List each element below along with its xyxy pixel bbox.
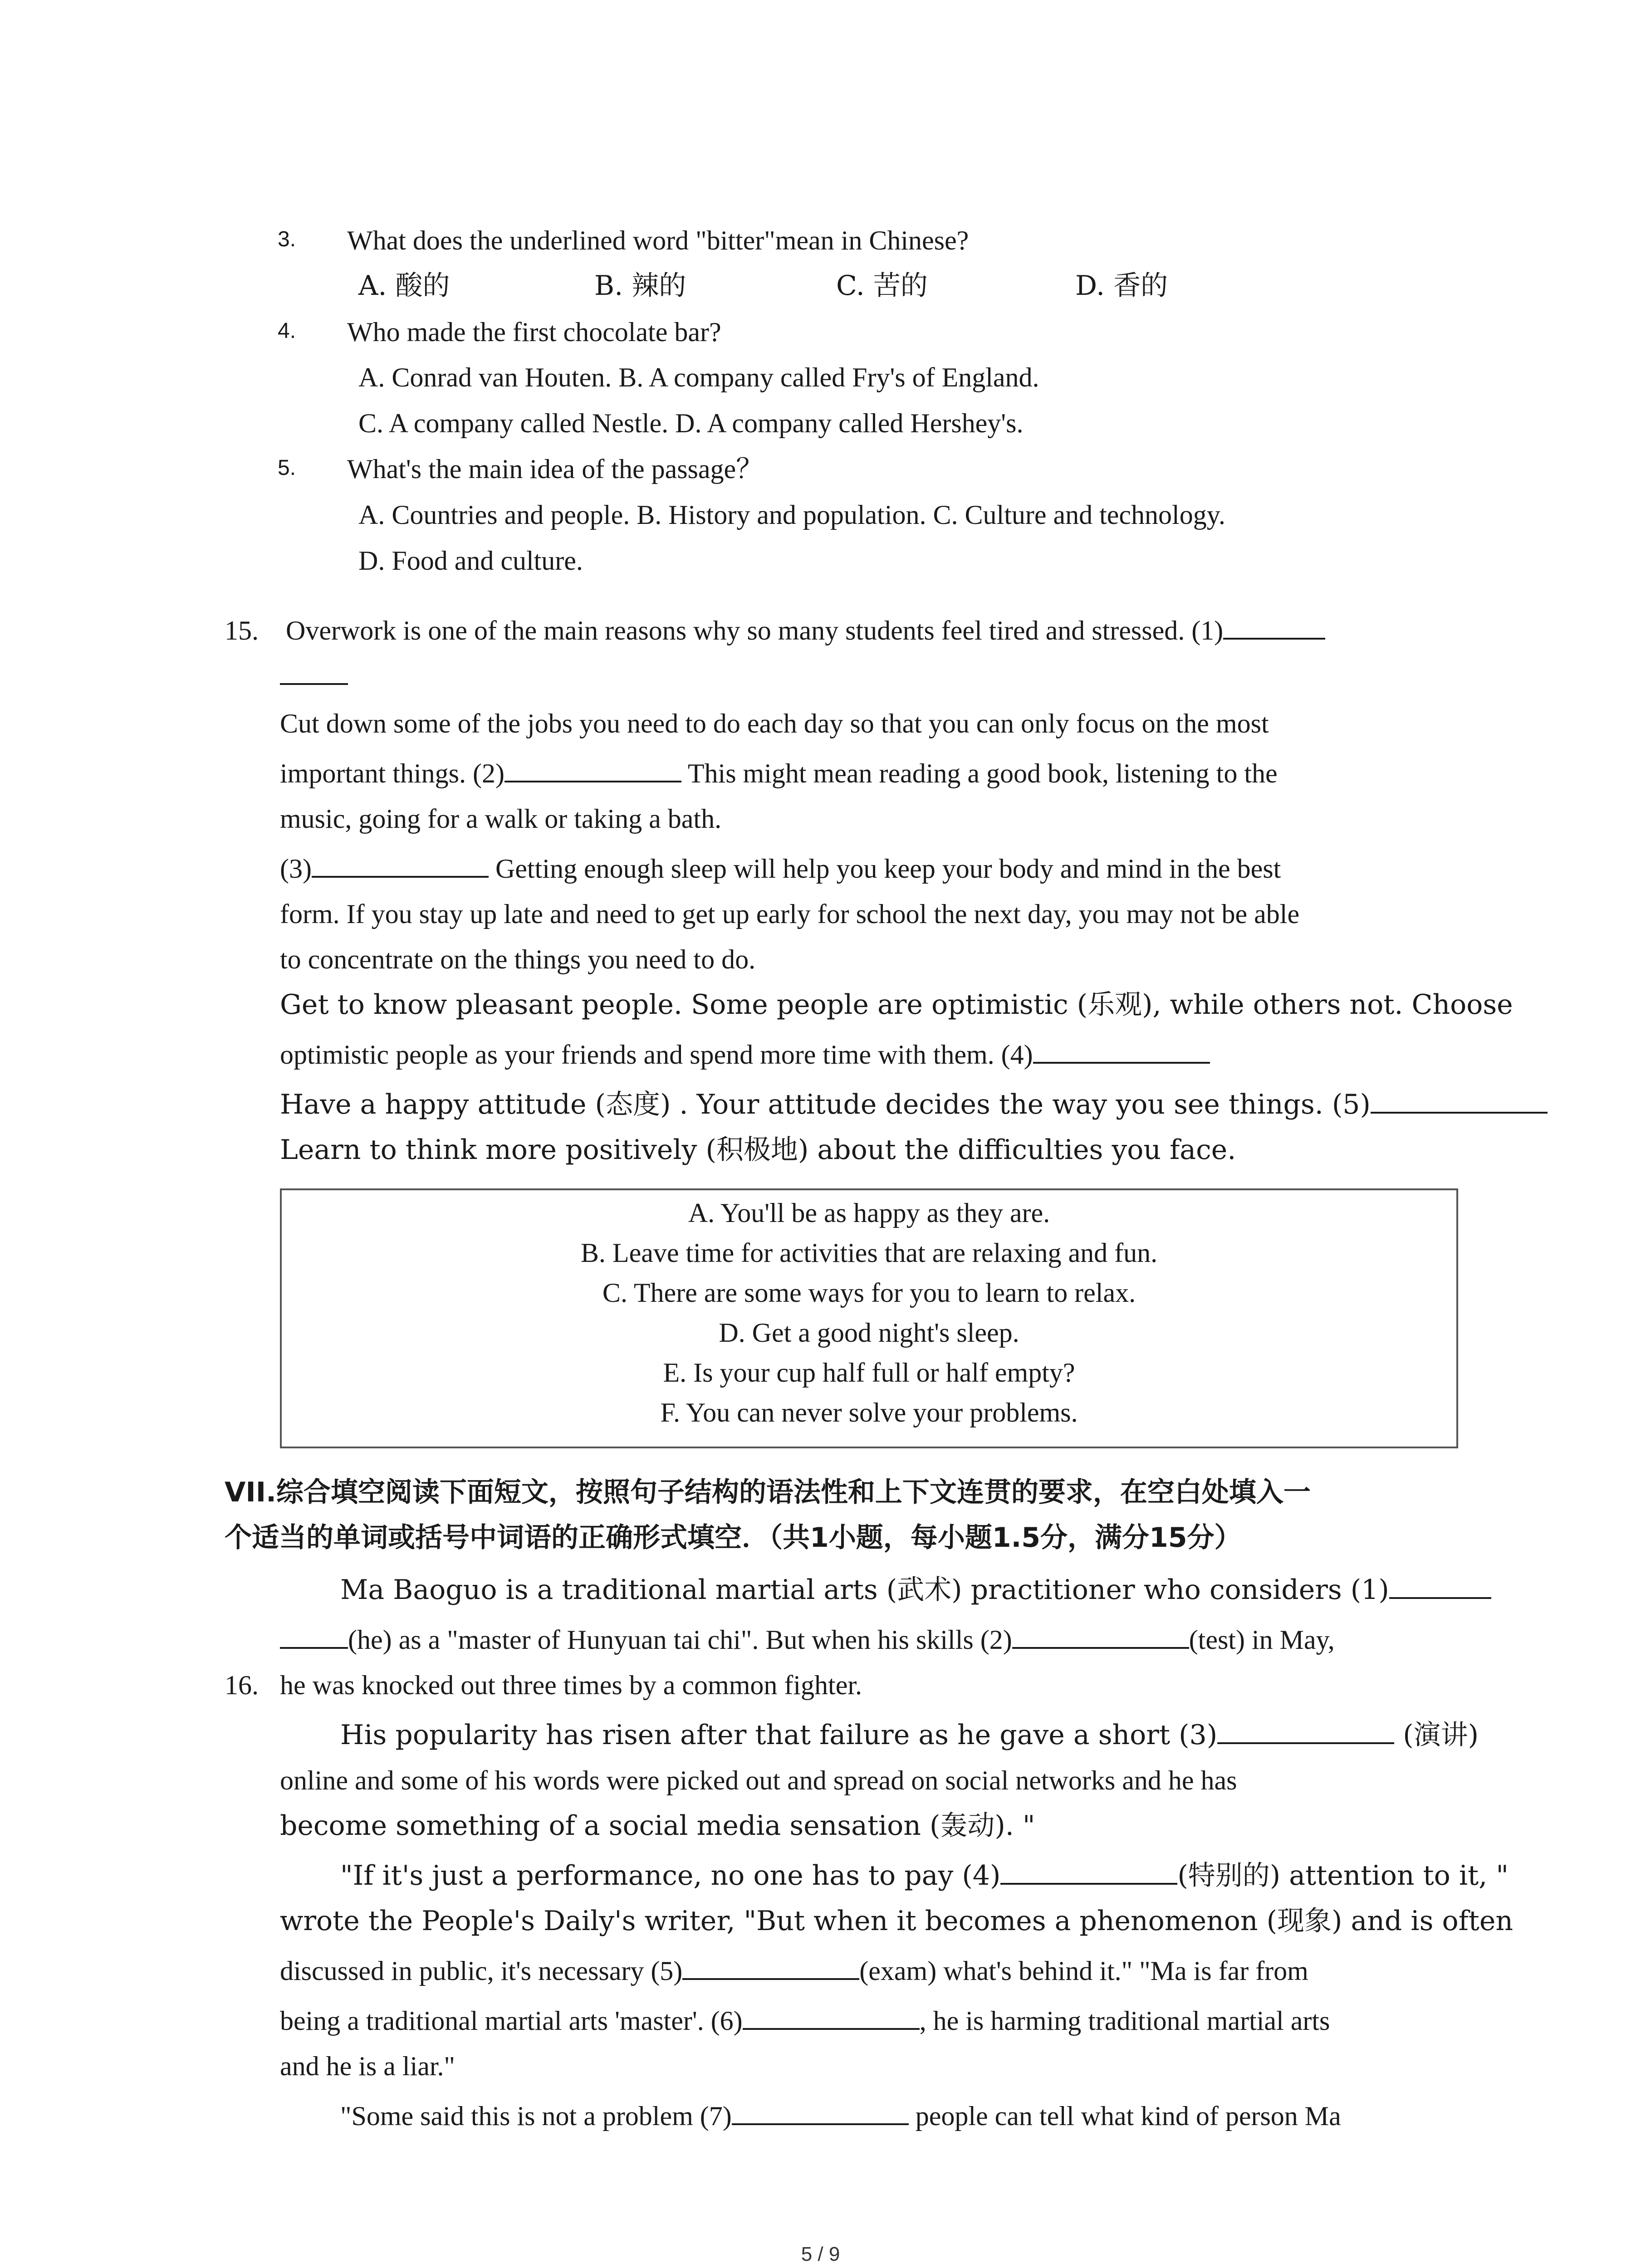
q15-line-6: (3) Getting enough sleep will help you keep your body and mind in the best [280,850,1281,887]
q3-option-b: B. 辣的 [594,270,686,302]
q15-option-d: D. Get a good night's sleep. [719,1318,1019,1348]
q15-line-10: optimistic people as your friends and spend more time with them. (4) [280,1036,1210,1073]
q16-line-9: discussed in public, it's necessary (5) (exam) what's behind it." "Ma is far from [280,1953,1308,1989]
question-3-text: What does the underlined word "bitter"mean in Chinese? [347,225,969,255]
q5-options-line-1: A. Countries and people. B. History and population. C. Culture and technology. [358,500,1225,530]
q15-line-5: music, going for a walk or taking a bath. [280,804,722,834]
q15-line-4: important things. (2) This might mean reading a good book, listening to the [280,755,1278,792]
page-number: 5 / 9 [801,2243,840,2265]
section-7-heading-line-2: 个适当的单词或括号中词语的正确形式填空．（共1小题，每小题1.5分，满分15分） [225,1522,1242,1554]
q15-line-11: Have a happy attitude (态度) . Your attitude decides the way you see things. (5) [280,1086,1548,1123]
q16-line-3: he was knocked out three times by a common fighter. [280,1670,862,1700]
question-number-15: 15. [225,616,259,645]
q15-blank-5[interactable] [1371,1086,1548,1114]
q16-line-6: become something of a social media sensation (轰动). " [280,1810,1035,1842]
q16-blank-5[interactable] [682,1953,859,1980]
q16-line-12: "Some said this is not a problem (7) people can tell what kind of person Ma [340,2098,1341,2134]
q15-line-9: Get to know pleasant people. Some people are optimistic (乐观), while others not. Choose [280,989,1513,1021]
q3-option-a: A. 酸的 [358,270,450,302]
q16-line-7: "If it's just a performance, no one has to pay (4) (特别的) attention to it, " [340,1857,1509,1894]
q16-line-8: wrote the People's Daily's writer, "But when it becomes a phenomenon (现象) and is often [280,1905,1514,1937]
q4-options-line-1: A. Conrad van Houten. B. A company called Fry's of England. [358,362,1039,392]
question-number-5: 5. [278,456,296,480]
q16-line-1: Ma Baoguo is a traditional martial arts (武术) practitioner who considers (1) [340,1572,1491,1608]
q16-blank-6[interactable] [743,2003,920,2030]
section-7-heading-line-1: VII.综合填空阅读下面短文，按照句子结构的语法性和上下文连贯的要求，在空白处填入一 [225,1476,1311,1508]
q16-blank-7[interactable] [732,2098,909,2125]
q16-blank-4[interactable] [1000,1857,1177,1885]
q15-blank-4[interactable] [1033,1036,1210,1064]
q16-blank-1-tail[interactable] [280,1622,348,1649]
question-number-16: 16. [225,1670,259,1700]
q3-option-d: D. 香的 [1075,270,1168,302]
q15-option-f: F. You can never solve your problems. [660,1398,1078,1427]
q15-line-7: form. If you stay up late and need to get up early for school the next day, you may not be able [280,899,1300,929]
q16-blank-1[interactable] [1389,1572,1491,1599]
q15-line-1: Overwork is one of the main reasons why so many students feel tired and stressed. (1) [286,612,1325,649]
q15-blank-1-tail[interactable] [280,658,348,685]
q16-blank-2[interactable] [1012,1622,1189,1649]
q16-line-11: and he is a liar." [280,2051,456,2081]
q16-line-4: His popularity has risen after that failure as he gave a short (3) (演讲) [340,1717,1479,1753]
q15-blank-1[interactable] [1223,612,1325,640]
q4-options-line-2: C. A company called Nestle. D. A company called Hershey's. [358,408,1024,438]
question-4-text: Who made the first chocolate bar? [347,317,721,347]
q15-options-box [280,1188,1458,1448]
q15-option-c: C. There are some ways for you to learn to relax. [602,1278,1136,1308]
q15-option-b: B. Leave time for activities that are relaxing and fun. [580,1238,1158,1268]
q16-line-10: being a traditional martial arts 'master'. (6) , he is harming traditional martial arts [280,2003,1330,2039]
q3-option-c: C. 苦的 [836,270,928,302]
question-number-3: 3. [278,227,296,251]
q5-options-line-2: D. Food and culture. [358,546,583,576]
q16-line-2: (he) as a "master of Hunyuan tai chi". But when his skills (2) (test) in May, [280,1622,1335,1658]
q15-option-e: E. Is your cup half full or half empty? [663,1358,1075,1388]
q15-option-a: A. You'll be as happy as they are. [688,1198,1050,1228]
q16-blank-3[interactable] [1217,1717,1394,1744]
q15-blank-3[interactable] [312,850,489,878]
q15-blank-2[interactable] [505,755,681,782]
q15-line-12: Learn to think more positively (积极地) about the difficulties you face. [280,1134,1236,1166]
question-number-4: 4. [278,319,296,343]
q16-line-5: online and some of his words were picked out and spread on social networks and he has [280,1765,1237,1795]
q15-line-8: to concentrate on the things you need to do. [280,944,756,974]
q15-line-3: Cut down some of the jobs you need to do each day so that you can only focus on the most [280,709,1269,738]
question-5-text: What's the main idea of the passage？ [347,454,764,484]
q15-blank-1-continuation [280,658,348,694]
